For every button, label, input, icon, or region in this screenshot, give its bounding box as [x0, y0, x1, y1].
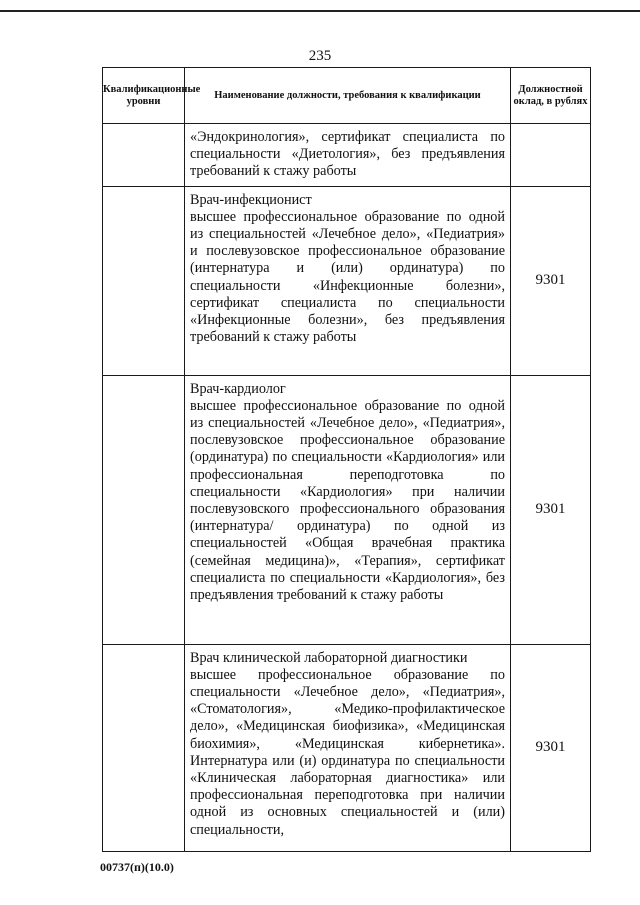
- header-salary: Должностной оклад, в рублях: [511, 68, 591, 124]
- header-qualification-levels: Квалификационные уровни: [103, 68, 185, 124]
- requirements-cell: [185, 186, 511, 375]
- qualification-table: [102, 67, 591, 852]
- level-cell: [103, 375, 185, 644]
- document-footer-code: 00737(п)(10.0): [100, 860, 174, 874]
- salary-cell: 9301: [511, 644, 591, 851]
- table-row: [103, 124, 591, 187]
- header-position-requirements: Наименование должности, требования к квалификации: [185, 68, 511, 124]
- salary-cell: [511, 124, 591, 187]
- table-row: [103, 186, 591, 375]
- position-title: Врач-инфекционист: [190, 191, 312, 208]
- requirements-text: высшее профессиональное образование по одной из специальностей «Лечебное дело», «Педиатрия», послевузовское профессиональное образование (ординатура) по специальности «Кардиология» или профессиональная переподготовка по специальности «Кардиология» при наличии послевузовского профессионального образования (интернатура/ ординатура) по одной из специальностей «Общая врачебная практика (семейная медицина)», «Терапия», сертификат специалиста по специальности «Кардиология», без предъявления требований к стажу работы: [190, 397, 505, 604]
- page-number: 235: [308, 48, 332, 64]
- requirements-cell: [185, 124, 511, 187]
- table-row: [103, 375, 591, 644]
- table-row: [103, 644, 591, 851]
- requirements-text: высшее профессиональное образование по специальности «Лечебное дело», «Педиатрия», «Стоматология», «Медико-профилактическое дело», «Медицинская биофизика», «Медицинская биохимия», «Медицинская кибернетика». Интернатура или (и) ординатура по специальности «Клиническая лабораторная диагностика» или профессиональная переподготовка при наличии одной из основных специальностей и (или) специальности,: [190, 666, 505, 838]
- requirements-cell: [185, 644, 511, 851]
- salary-cell: 9301: [511, 375, 591, 644]
- level-cell: [103, 186, 185, 375]
- level-cell: [103, 124, 185, 187]
- position-title: Врач клинической лабораторной диагностики: [190, 649, 468, 666]
- table-header-row: [103, 68, 591, 124]
- top-rule: [0, 10, 640, 12]
- level-cell: [103, 644, 185, 851]
- requirements-cell: [185, 375, 511, 644]
- requirements-text: «Эндокринология», сертификат специалиста по специальности «Диетология», без предъявления требований к стажу работы: [190, 129, 505, 180]
- salary-cell: 9301: [511, 186, 591, 375]
- requirements-text: высшее профессиональное образование по одной из специальностей «Лечебное дело», «Педиатрия» и послевузовское профессиональное образование (интернатура и (или) ординатура) по специальности «Инфекционные болезни», сертификат специалиста по специальности «Инфекционные болезни», без предъявления требований к стажу работы: [190, 208, 505, 346]
- position-title: Врач-кардиолог: [190, 380, 286, 397]
